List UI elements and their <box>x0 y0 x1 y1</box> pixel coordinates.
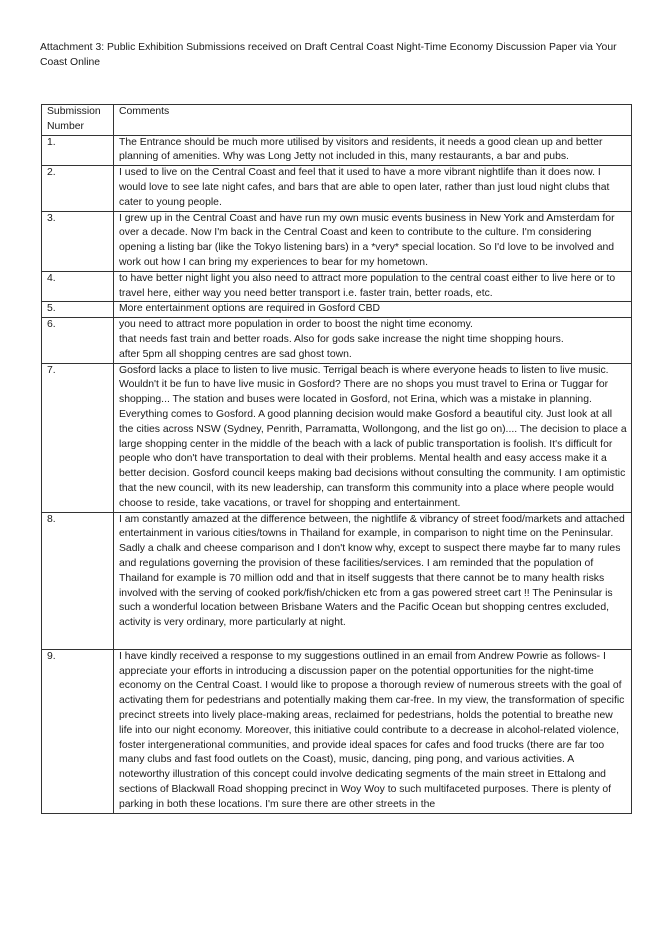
submission-number: 2. <box>42 166 114 211</box>
submission-comment <box>114 318 632 363</box>
submission-comment: The Entrance should be much more utilised by visitors and residents, it needs a good clean up and better planning of amenities. Why was Long Jetty not included in this, many restaurants, a bar and pubs. <box>114 135 632 166</box>
submission-comment: I used to live on the Central Coast and feel that it used to have a more vibrant nightlife than it does now. I would love to see late night cafes, and bars that are able to open later, rather than just loud night clubs that cater to young people. <box>114 166 632 211</box>
submission-comment: I have kindly received a response to my suggestions outlined in an email from Andrew Powrie as follows- I appreciate your efforts in introducing a discussion paper on the potential opportunities for the night-time economy on the Central Coast. I would like to propose a thorough review of numerous streets with the goal of activating them for pedestrians and potentially making them car-free. In my view, the transformation of specific precinct streets into lively place-making areas, reclaimed for pedestrians, holds the potential to breathe new life into our night economy. Moreover, this initiative could contribute to a decrease in alcohol-related violence, foster intergenerational communities, and provide ideal spaces for cafes and food trucks (there are far too many clubs and fast food outlets on the Coast), music, dancing, ping pong, and various activities. A noteworthy illustration of this concept could involve dedicating segments of the main street in Ettalong and sections of Blackwall Road shopping precinct in Woy Woy to such multifaceted purposes. There is plenty of parking in both these locations. I'm sure there are other streets in the <box>114 649 632 813</box>
comments-header: Comments <box>114 105 632 136</box>
comment-line: that needs fast train and better roads. Also for gods sake increase the night time shopping hours. <box>119 333 564 345</box>
submission-comment: Gosford lacks a place to listen to live music. Terrigal beach is where everyone heads to listen to live music. Wouldn't it be fun to have live music in Gosford? There are no shops you must travel to Erina or Tuggar for shopping... The station and buses were located in Gosford, not Erina, which was a mistake in planning. Everything comes to Gosford. A good planning decision would make Gosford a beautiful city. Just look at all the cities across NSW (Sydney, Penrith, Parramatta, Wollongong, and the list go on).... The decision to place a large shopping center in the middle of the beach with a lack of public transportation is foolish. It's difficult for people who don't have transportation to deal with their problems. Mental health and easy access make it a better decision. Gosford council keeps making bad decisions without consulting the community. I am optimistic that the new council, with its new leadership, can transform this community into a place where people would choose to reside, take vacations, or travel for shopping and entertainment. <box>114 363 632 512</box>
table-row <box>42 649 632 813</box>
submissions-table <box>41 104 632 814</box>
submission-comment: I grew up in the Central Coast and have run my own music events business in New York and Amsterdam for over a decade. Now I'm back in the Central Coast and keen to contribute to the culture. I'm considering opening a listing bar (like the Tokyo listening bars) in a *very* special location. So I'd love to be involved and work out how I can bring my experiences to bear for my hometown. <box>114 211 632 271</box>
table-row <box>42 512 632 649</box>
table-row <box>42 271 632 302</box>
submission-number: 6. <box>42 318 114 363</box>
submission-number: 3. <box>42 211 114 271</box>
table-header-row <box>42 105 632 136</box>
attachment-heading: Attachment 3: Public Exhibition Submissions received on Draft Central Coast Night-Time Economy Discussion Paper via Your Coast Online <box>40 42 617 68</box>
submission-number: 9. <box>42 649 114 813</box>
table-row <box>42 135 632 166</box>
table-row <box>42 166 632 211</box>
table-row <box>42 363 632 512</box>
submission-comment: to have better night light you also need to attract more population to the central coast either to live here or to travel here, either way you need better transport i.e. faster train, better roads, etc. <box>114 271 632 302</box>
submission-number: 4. <box>42 271 114 302</box>
comment-line: you need to attract more population in order to boost the night time economy. <box>119 319 473 331</box>
table-row <box>42 318 632 363</box>
submission-number-header: Submission Number <box>42 105 114 136</box>
table-row <box>42 302 632 318</box>
submission-number: 8. <box>42 512 114 649</box>
submission-number: 5. <box>42 302 114 318</box>
submission-comment: More entertainment options are required in Gosford CBD <box>114 302 632 318</box>
submission-comment: I am constantly amazed at the difference between, the nightlife & vibrancy of street food/markets and attached entertainment in various cities/towns in Thailand for example, in comparison to night time on the Peninsular. Sadly a chalk and cheese comparison and I don't know why, except to suspect there maybe far to many rules and regulations governing the provision of these facilities/services. I am reminded that the population of Thailand for example is 70 million odd and that in itself suggests that there cannot be to many health risks involved with the serving of cooked pork/fish/chicken etc from a gas powered street cart !! The Peninsular is such a wonderful location between Brisbane Waters and the Pacific Ocean but shopping centres excluded, activity is very ordinary, more particularly at night. <box>114 512 632 649</box>
table-row <box>42 211 632 271</box>
comment-line: after 5pm all shopping centres are sad ghost town. <box>119 348 352 360</box>
submission-number: 1. <box>42 135 114 166</box>
submission-number: 7. <box>42 363 114 512</box>
